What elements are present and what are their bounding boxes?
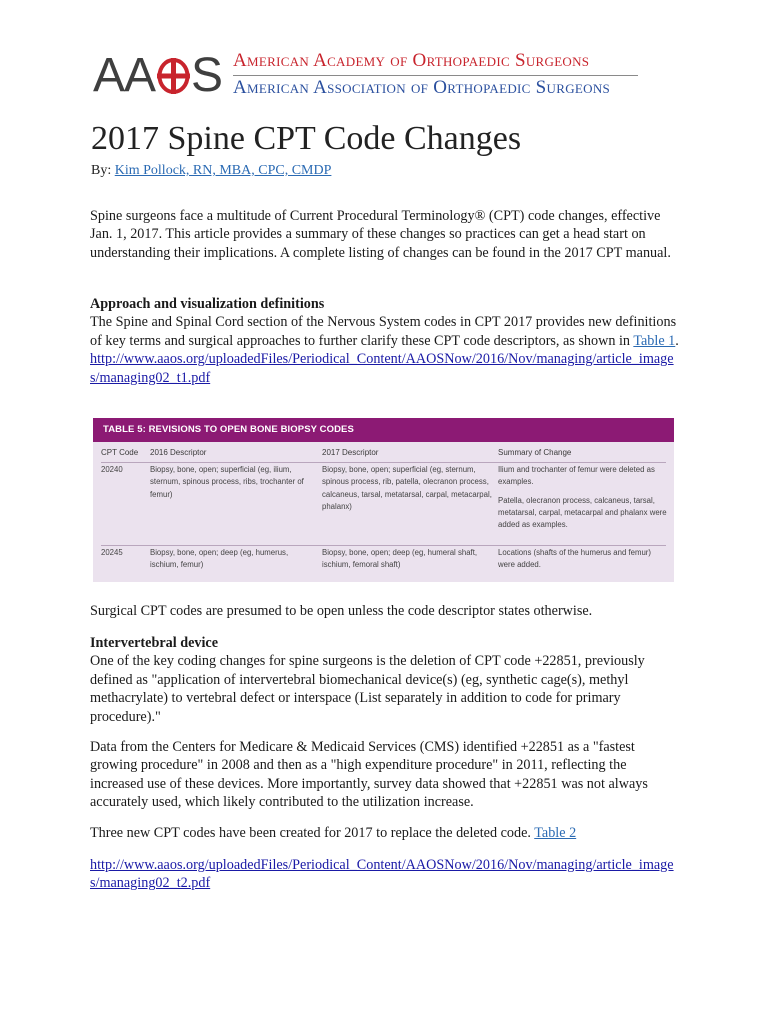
aaos-logo-mark: AA S [93, 49, 223, 102]
row1-summary [498, 464, 670, 531]
cms-paragraph: Data from the Centers for Medicare & Medicaid Services (CMS) identified +22851 as a "fastest growing procedure" in 2008 and then as a "high expenditure procedure" in 2011, reflecting the increased use of these devices. More importantly, survey data showed that +22851 was not always accurately used, which likely contributed to the utilization increase. [90, 739, 648, 811]
by-label: By: [91, 163, 112, 178]
table2-link[interactable]: Table 2 [534, 825, 577, 841]
byline [91, 163, 331, 179]
aaos-logo [93, 50, 653, 102]
section-approach: Approach and visualization definitions The Spine and Spinal Cord section of the Nervous System codes in CPT 2017 provides new definitions of key terms and surgical approaches to further clarify these CPT code descriptors, as shown in Table 1. http://www.aaos.org/uploadedFiles/Periodical_Content/AAOSNow/2016/Nov/managing/article_images/managing02_t1.pdf [90, 296, 679, 386]
author-link[interactable]: Kim Pollock, RN, MBA, CPC, CMDP [114, 163, 332, 178]
section-intervertebral-body: One of the key coding changes for spine surgeons is the deletion of CPT code +22851, previously defined as "application of intervertebral biomechanical device(s) (eg, synthetic cage(s), methyl methacrylate) to vertebral defect or interspace (List separately in addition to code for primary procedure)." [90, 653, 645, 725]
new-codes-paragraph [90, 824, 682, 842]
table1-url-link[interactable]: http://www.aaos.org/uploadedFiles/Periodical_Content/AAOSNow/2016/Nov/managing/article_images/managing02_t1.pdf [90, 351, 674, 386]
col-header-summary: Summary of Change [498, 448, 572, 457]
table-title: TABLE 5: REVISIONS TO OPEN BONE BIOPSY CODES [93, 418, 674, 442]
col-header-2017: 2017 Descriptor [322, 448, 379, 457]
row2-2017-descriptor: Biopsy, bone, open; deep (eg, humeral shaft, ischium, femoral shaft) [322, 548, 478, 570]
logo-cross-o-icon [155, 50, 191, 102]
open-codes-note: Surgical CPT codes are presumed to be open unless the code descriptor states otherwise. [90, 603, 593, 619]
row2-summary: Locations (shafts of the humerus and femur) were added. [498, 548, 651, 570]
new-codes-text: Three new CPT codes have been created for 2017 to replace the deleted code. [90, 825, 531, 841]
table1-link[interactable]: Table 1 [633, 332, 676, 349]
org-name-academy: American Academy of Orthopaedic Surgeons [233, 50, 590, 71]
row1-2017-descriptor: Biopsy, bone, open; superficial (eg, sternum, spinous process, rib, patella, olecranon process, calcaneus, tarsal, metatarsal, carpal, metacarpal, phalanx) [322, 465, 492, 511]
row1-code: 20240 [101, 465, 123, 474]
biopsy-codes-table [93, 418, 674, 582]
org-name-association: American Association of Orthopaedic Surgeons [233, 77, 611, 98]
article-title: 2017 Spine CPT Code Changes [91, 120, 522, 157]
section-intervertebral [90, 634, 682, 726]
section-heading-approach: Approach and visualization definitions [90, 296, 325, 312]
col-header-code: CPT Code [101, 448, 139, 457]
row1-2016-descriptor: Biopsy, bone, open; superficial (eg, ilium, sternum, spinous process, ribs, trochanter of femur) [150, 465, 304, 499]
col-header-2016: 2016 Descriptor [150, 448, 207, 457]
table2-url-link[interactable]: http://www.aaos.org/uploadedFiles/Periodical_Content/AAOSNow/2016/Nov/managing/article_images/managing02_t2.pdf [90, 857, 674, 892]
table-divider [101, 462, 666, 463]
section-heading-intervertebral: Intervertebral device [90, 635, 219, 651]
intro-paragraph: Spine surgeons face a multitude of Current Procedural Terminology® (CPT) code changes, effective Jan. 1, 2017. This article provides a summary of these changes so practices can get a head start on understanding their implications. A complete listing of changes can be found in the 2017 CPT manual. [90, 208, 671, 261]
row2-2016-descriptor: Biopsy, bone, open; deep (eg, humerus, ischium, femur) [150, 548, 289, 570]
section-approach-body: The Spine and Spinal Cord section of the Nervous System codes in CPT 2017 provides new definitions of key terms and surgical approaches to further clarify these CPT code descriptors, as shown in [90, 314, 677, 349]
table-divider [101, 545, 666, 546]
row2-code: 20245 [101, 548, 123, 557]
logo-divider [233, 75, 638, 76]
row1-summary-deleted: Ilium and trochanter of femur were deleted as examples. [498, 465, 655, 487]
table2-url-block [90, 856, 682, 893]
row1-summary-added: Patella, olecranon process, calcaneus, tarsal, metatarsal, carpal, metacarpal and phalanx were added as examples. [498, 495, 667, 530]
